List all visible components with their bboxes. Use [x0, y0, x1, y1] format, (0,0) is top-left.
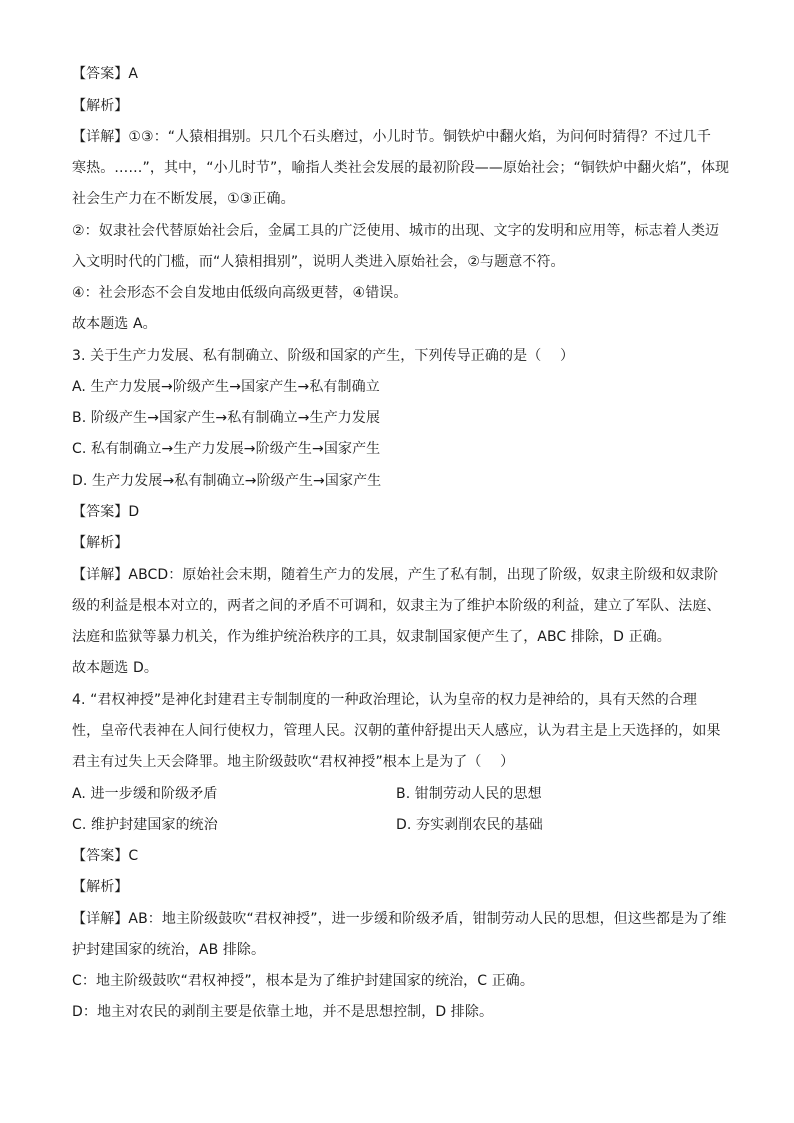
question-4-option-a: A. 进一步缓和阶级矛盾 [72, 786, 218, 802]
conclusion-text: 故本题选 A。 [72, 316, 157, 332]
question-4-stem: 性，皇帝代表神在人间行使权力，管理人民。汉朝的董仲舒提出天人感应，认为君主是上天选择的，如果 [72, 723, 721, 739]
detail-text: 法庭和监狱等暴力机关，作为维护统治秩序的工具，奴隶制国家便产生了，ABC 排除，D 正确。 [72, 629, 671, 645]
detail-text: 社会生产力在不断发展，①③正确。 [72, 191, 295, 207]
question-3-option-d: D. 生产力发展→私有制确立→阶级产生→国家产生 [72, 473, 382, 489]
answer-label: 【答案】D [72, 504, 140, 520]
answer-label: 【答案】C [72, 848, 139, 864]
question-3-stem: 3. 关于生产力发展、私有制确立、阶级和国家的产生，下列传导正确的是（ ） [72, 348, 575, 364]
detail-text: ②：奴隶社会代替原始社会后，金属工具的广泛使用、城市的出现、文字的发明和应用等，标志着人类迈 [72, 223, 720, 239]
analysis-label: 【解析】 [72, 98, 129, 114]
detail-text: 寒热。……”，其中，“小儿时节”，喻指人类社会发展的最初阶段——原始社会；“铜铁炉中翻火焰”，体现 [72, 160, 730, 176]
detail-text: 【详解】①③：“人猿相揖别。只几个石头磨过，小儿时节。铜铁炉中翻火焰，为问何时猜得？不过几千 [72, 129, 711, 145]
question-3-option-b: B. 阶级产生→国家产生→私有制确立→生产力发展 [72, 410, 381, 426]
question-4-option-b: B. 钳制劳动人民的思想 [396, 786, 542, 802]
question-3-option-c: C. 私有制确立→生产力发展→阶级产生→国家产生 [72, 441, 381, 457]
question-4-option-d: D. 夯实剥削农民的基础 [396, 817, 543, 833]
question-4-option-c: C. 维护封建国家的统治 [72, 817, 218, 833]
analysis-label: 【解析】 [72, 535, 129, 551]
question-4-stem: 4. “君权神授”是神化封建君主专制制度的一种政治理论，认为皇帝的权力是神给的，具有天然的合理 [72, 692, 698, 708]
question-4-stem: 君主有过失上天会降罪。地主阶级鼓吹“君权神授”根本上是为了（ ） [72, 754, 515, 770]
detail-text: 入文明时代的门槛，而“人猿相揖别”，说明人类进入原始社会，②与题意不符。 [72, 254, 565, 270]
analysis-label: 【解析】 [72, 879, 129, 895]
detail-text: D：地主对农民的剥削主要是依靠土地，并不是思想控制，D 排除。 [72, 1004, 494, 1020]
detail-text: 级的利益是根本对立的，两者之间的矛盾不可调和，奴隶主为了维护本阶级的利益，建立了军队、法庭、 [72, 598, 721, 614]
detail-text: 【详解】AB：地主阶级鼓吹“君权神授”，进一步缓和阶级矛盾，钳制劳动人民的思想，但这些都是为了维 [72, 911, 727, 927]
answer-label: 【答案】A [72, 66, 139, 82]
conclusion-text: 故本题选 D。 [72, 660, 158, 676]
detail-text: ④：社会形态不会自发地由低级向高级更替，④错误。 [72, 285, 408, 301]
question-3-option-a: A. 生产力发展→阶级产生→国家产生→私有制确立 [72, 379, 380, 395]
detail-text: 【详解】ABCD：原始社会末期，随着生产力的发展，产生了私有制，出现了阶级，奴隶主阶级和奴隶阶 [72, 567, 719, 583]
detail-text: C：地主阶级鼓吹“君权神授”，根本是为了维护封建国家的统治，C 正确。 [72, 973, 535, 989]
detail-text: 护封建国家的统治，AB 排除。 [72, 942, 266, 958]
